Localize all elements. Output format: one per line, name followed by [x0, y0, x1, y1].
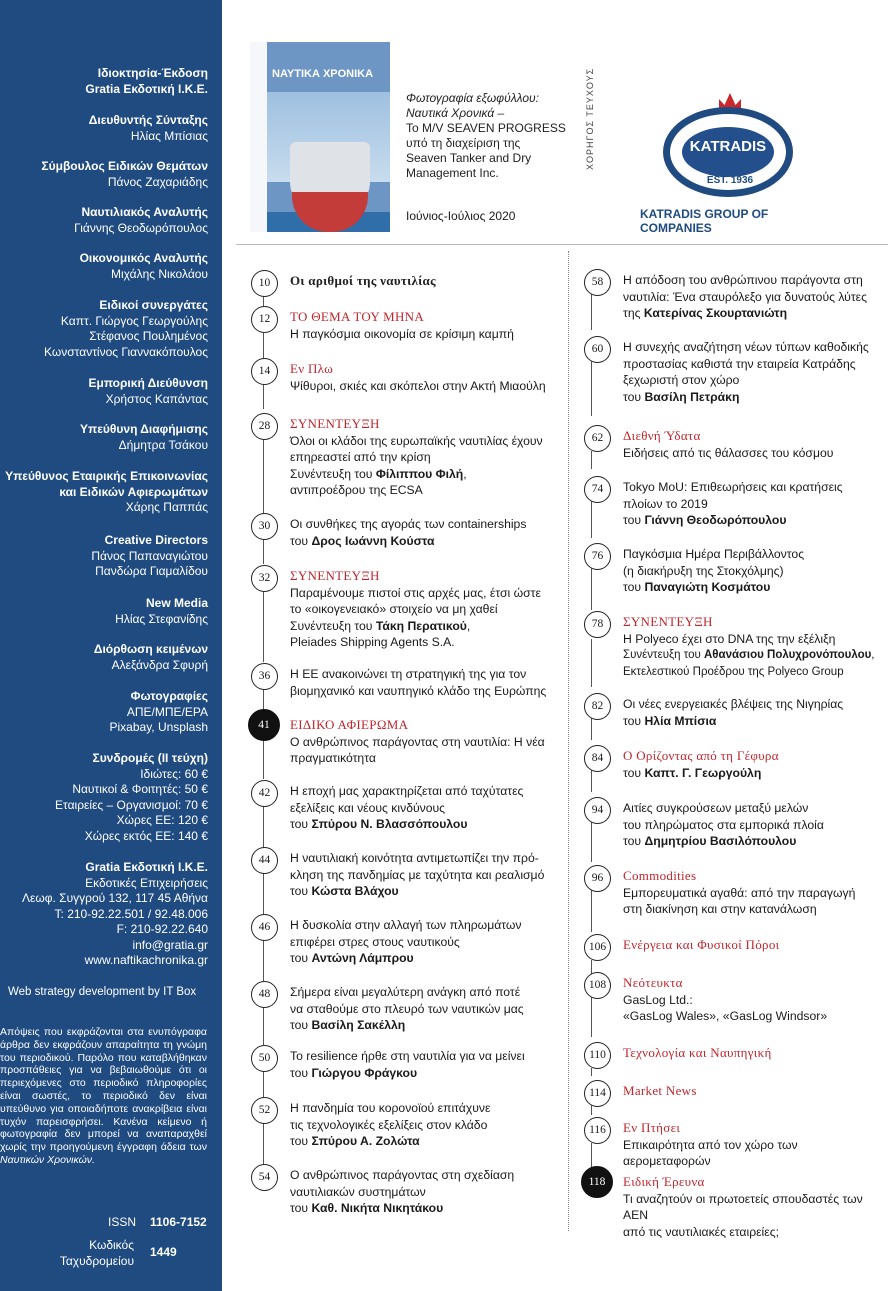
masthead-block: Διόρθωση κειμένων Αλεξάνδρα Σφυρή [93, 642, 208, 672]
masthead-block: Διευθυντής Σύνταξης Ηλίας Μπίσιας [88, 113, 208, 143]
toc-entry[interactable]: 84 Ο Ορίζοντας από τη Γέφυρα του Καπτ. Γ. Γεωργούλη [623, 748, 881, 781]
page-number: 14 [251, 358, 278, 385]
email-link[interactable]: info@gratia.gr [132, 937, 208, 952]
toc-entry[interactable]: 12 ΤΟ ΘΕΜΑ ΤΟΥ ΜΗΝΑ Η παγκόσμια οικονομία σε κρίσιμη καμπή [290, 309, 590, 342]
page-number: 54 [251, 1164, 278, 1191]
sponsor-logo [640, 93, 820, 233]
page-number: 106 [584, 934, 611, 961]
page-number: 114 [584, 1080, 611, 1107]
page-number: 78 [584, 611, 611, 638]
page-number: 118 [581, 1166, 613, 1198]
toc-entry[interactable]: 116 Εν Πτήσει Επικαιρότητα από τον χώρο των αερομεταφορών [623, 1120, 881, 1170]
toc-entry[interactable]: 106 Ενέργεια και Φυσικοί Πόροι [623, 937, 881, 954]
page-number: 60 [584, 336, 611, 363]
postal-code-value: 1449 [150, 1245, 177, 1259]
toc-entry[interactable]: 110 Τεχνολογία και Ναυπηγική [623, 1045, 881, 1062]
toc-entry[interactable]: 32 ΣΥΝΕΝΤΕΥΞΗ Παραμένουμε πιστοί στις αρχές μας, έτσι ώστε το «οικογενειακό» στοιχείο να μη χαθεί Συνέντευξη του Τάκη Περατικού, Pleiades Shipping Agents S.A. [290, 568, 590, 651]
toc-entry[interactable]: 114 Market News [623, 1083, 881, 1100]
masthead-block: Οικονομικός Αναλυτής Μιχάλης Νικολάου [79, 251, 208, 281]
page-number: 32 [251, 565, 278, 592]
masthead-block: Υπεύθυνη Διαφήμισης Δήμητρα Τσάκου [80, 422, 208, 452]
sponsor-label: ΧΟΡΗΓΟΣ ΤΕΥΧΟΥΣ [585, 67, 595, 170]
page-number: 46 [251, 914, 278, 941]
page-number: 12 [251, 306, 278, 333]
publisher-contact-block: Gratia Εκδοτική Ι.Κ.Ε. Εκδοτικές Επιχειρήσεις Λεωφ. Συγγρού 132, 117 45 Αθήνα T: 210-92.22.501 / 92.48.006 F: 210-92.22.640 info@gratia.gr www.naftikachronika.gr [21, 860, 208, 967]
logo-group-name: KATRADIS GROUP OF COMPANIES [640, 207, 769, 235]
page-number: 10 [251, 270, 278, 297]
masthead-block: Ναυτιλιακός Αναλυτής Γιάννης Θεοδωρόπουλος [74, 205, 208, 235]
toc-entry[interactable]: 50 Το resilience ήρθε στη ναυτιλία για να μείνει του Γιώργου Φράγκου [290, 1048, 590, 1081]
page-number: 82 [584, 693, 611, 720]
masthead-block: Σύμβουλος Ειδικών Θεμάτων Πάνος Ζαχαριάδης [41, 159, 208, 189]
logo-wordmark: KATRADIS [689, 138, 767, 155]
page-number: 110 [584, 1042, 611, 1069]
page-number: 96 [584, 865, 611, 892]
toc-entry[interactable]: 74 Tokyo MoU: Επιθεωρήσεις και κρατήσεις πλοίων το 2019 του Γιάννη Θεοδωρόπουλου [623, 479, 881, 529]
toc-entry[interactable]: 46 Η δυσκολία στην αλλαγή των πληρωμάτων επιφέρει στρες στους ναυτικούς του Αντώνη Λάμπρου [290, 917, 590, 967]
toc-entry[interactable]: 94 Αιτίες συγκρούσεων μεταξύ μελών του πληρώματος στα εμπορικά πλοία του Δημητρίου Βασιλόπουλου [623, 800, 881, 850]
page-number: 116 [584, 1117, 611, 1144]
masthead-block: Ιδιοκτησία-Έκδοση Gratia Εκδοτική Ι.Κ.Ε. [85, 66, 208, 96]
masthead-block: Φωτογραφίες ΑΠΕ/ΜΠΕ/EPA Pixabay, Unsplash [109, 689, 208, 734]
page-number: 58 [584, 269, 611, 296]
page-number: 62 [584, 425, 611, 452]
toc-entry[interactable]: 52 Η πανδημία του κορονοϊού επιτάχυνε τις τεχνολογικές εξελίξεις στον κλάδο του Σπύρου Α. Ζολώτα [290, 1100, 590, 1150]
page-number: 48 [251, 981, 278, 1008]
page-number: 36 [251, 663, 278, 690]
toc-entry[interactable]: 82 Οι νέες ενεργειακές βλέψεις της Νιγηρίας του Ηλία Μπίσια [623, 696, 881, 729]
page-number: 76 [584, 543, 611, 570]
toc-entry[interactable]: 54 Ο ανθρώπινος παράγοντας στη σχεδίαση ναυτιλιακών συστημάτων του Καθ. Νικήτα Νικητάκου [290, 1167, 590, 1217]
toc-entry[interactable]: 14 Εν Πλω Ψίθυροι, σκιές και σκόπελοι στην Ακτή Μιαούλη [290, 361, 590, 394]
toc-entry[interactable]: 48 Σήμερα είναι μεγαλύτερη ανάγκη από ποτέ να σταθούμε στο πλευρό των ναυτικών μας του Βασίλη Σακέλλη [290, 984, 590, 1034]
page-number: 52 [251, 1097, 278, 1124]
header-divider [236, 244, 888, 245]
toc-entry[interactable]: 62 Διεθνή Ύδατα Ειδήσεις από τις θάλασσες του κόσμου [623, 428, 881, 461]
toc-entry[interactable]: 36 Η ΕΕ ανακοινώνει τη στρατηγική της για τον βιομηχανικό και ναυπηγικό κλάδο της Ευρώπης [290, 666, 590, 699]
toc-entry-featured[interactable]: 118 Ειδική Έρευνα Τι αναζητούν οι πρωτοετείς σπουδαστές των ΑΕΝ από τις ναυτιλιακές εταιρείες; [623, 1174, 885, 1240]
website-link[interactable]: www.naftikachronika.gr [84, 953, 208, 967]
issn-label: ISSN [108, 1215, 137, 1229]
web-strategy-credit: Web strategy development by IT Box [8, 986, 197, 998]
page-number: 84 [584, 745, 611, 772]
subscriptions-block: Συνδρομές (ΙΙ τεύχη) Ιδιώτες: 60 € Ναυτικοί & Φοιτητές: 50 € Εταιρείες – Οργανισμοί: 70 € Χώρες ΕΕ: 120 € Χώρες εκτός ΕΕ: 140 € [55, 751, 208, 843]
cover-caption: Φωτογραφία εξωφύλλου: Ναυτικά Χρονικά – Το M/V SEAVEN PROGRESS υπό τη διαχείριση της Seaven Tanker and Dry Management Inc. [406, 91, 566, 180]
masthead-block: Creative Directors Πάνος Παπαναγιώτου Πανδώρα Γιαμαλίδου [91, 533, 208, 578]
masthead-sidebar [0, 0, 222, 1291]
toc-entry[interactable]: 42 Η εποχή μας χαρακτηρίζεται από ταχύτατες εξελίξεις και νέους κινδύνους του Σπύρου Ν. Βλασσόπουλου [290, 783, 590, 833]
issue-date: Ιούνιος-Ιούλιος 2020 [406, 209, 516, 223]
toc-entry[interactable]: 28 ΣΥΝΕΝΤΕΥΞΗ Όλοι οι κλάδοι της ευρωπαϊκής ναυτιλίας έχουν επηρεαστεί από την κρίση Συνέντευξη του Φίλιππου Φιλή, αντιπροέδρου της ECSA [290, 416, 590, 499]
page-number: 108 [584, 972, 611, 999]
cover-magazine-title: ΝΑΥΤΙΚΑ ΧΡΟΝΙΚΑ [272, 68, 374, 80]
masthead-block: Υπεύθυνος Εταιρικής Επικοινωνίας και Ειδικών Αφιερωμάτων Χάρης Παππάς [5, 469, 208, 514]
page-number: 42 [251, 780, 278, 807]
page-number: 50 [251, 1045, 278, 1072]
toc-entry[interactable]: 78 ΣΥΝΕΝΤΕΥΞΗ Η Polyeco έχει στο DNA της την εξέλιξη Συνέντευξη του Αθανάσιου Πολυχρονόπουλου, Εκτελεστικού Προέδρου της Polyeco Group [623, 614, 885, 680]
page-number: 30 [251, 513, 278, 540]
toc-entry[interactable]: 60 Η συνεχής αναζήτηση νέων τύπων καθοδικής προστασίας καθιστά την εταιρεία Κατράδης ξεχωριστή στον χώρο του Βασίλη Πετράκη [623, 339, 881, 405]
masthead-block: Ειδικοί συνεργάτες Καπτ. Γιώργος Γεωργούλης Στέφανος Πουλημένος Κωνσταντίνος Γιαννακόπουλος [44, 298, 208, 359]
toc-entry[interactable]: 76 Παγκόσμια Ημέρα Περιβάλλοντος (η διακήρυξη της Στοκχόλμης) του Παναγιώτη Κοσμάτου [623, 546, 881, 596]
toc-entry[interactable]: 30 Οι συνθήκες της αγοράς των containerships του Δρος Ιωάννη Κούστα [290, 516, 590, 549]
toc-entry[interactable]: 108 Νεότευκτα GasLog Ltd.: «GasLog Wales», «GasLog Windsor» [623, 975, 881, 1025]
postal-code-label: Κωδικός Ταχυδρομείου [59, 1238, 134, 1268]
page-number: 74 [584, 476, 611, 503]
toc-entry[interactable]: 96 Commodities Εμπορευματικά αγαθά: από την παραγωγή στη διακίνηση και στην κατανάλωση [623, 868, 881, 918]
page-number: 41 [248, 709, 280, 741]
masthead-block: Εμπορική Διεύθυνση Χρήστος Καπάντας [88, 376, 208, 406]
page-number: 94 [584, 797, 611, 824]
toc-entry[interactable]: 58 Η απόδοση του ανθρώπινου παράγοντα στη ναυτιλία: Ένα σταυρόλεξο για δυνατούς λύτες της Κατερίνας Σκουρτανιώτη [623, 272, 881, 322]
page-number: 44 [251, 847, 278, 874]
toc-entry[interactable]: 10 Οι αριθμοί της ναυτιλίας [290, 273, 590, 290]
issn-value: 1106-7152 [150, 1215, 207, 1229]
page-number: 28 [251, 413, 278, 440]
masthead-block: New Media Ηλίας Στεφανίδης [115, 596, 208, 626]
logo-established: EST. 1936 [706, 175, 754, 186]
disclaimer: Απόψεις που εκφράζονται στα ενυπόγραφα άρθρα δεν εκφράζουν απαραίτητα τη γνώμη του περιοδικού. Παρόλο που καταβλήθηκαν προσπάθειες για να βεβαιωθούμε ότι οι περιεχόμενες στο περιοδικό πληροφορίες είναι σωστές, το περιοδικό δεν είναι υπεύθυνο για οποιαδήποτε ανακρίβεια είναι τυχόν παρεισφρήσει. Κανένα κείμενο ή φωτογραφία δεν μπορεί να αναπαραχθεί χωρίς την προηγούμενη έγγραφη άδεια των Ναυτικών Χρονικών. [0, 1026, 207, 1166]
toc-entry[interactable]: 44 Η ναυτιλιακή κοινότητα αντιμετωπίζει την πρό- κληση της πανδημίας με ταχύτητα και ρεαλισμό του Κώστα Βλάχου [290, 850, 590, 900]
cover-thumbnail [250, 42, 390, 232]
toc-entry-featured[interactable]: 41 ΕΙΔΙΚΟ ΑΦΙΕΡΩΜΑ Ο ανθρώπινος παράγοντας στη ναυτιλία: Η νέα πραγματικότητα [290, 717, 590, 767]
